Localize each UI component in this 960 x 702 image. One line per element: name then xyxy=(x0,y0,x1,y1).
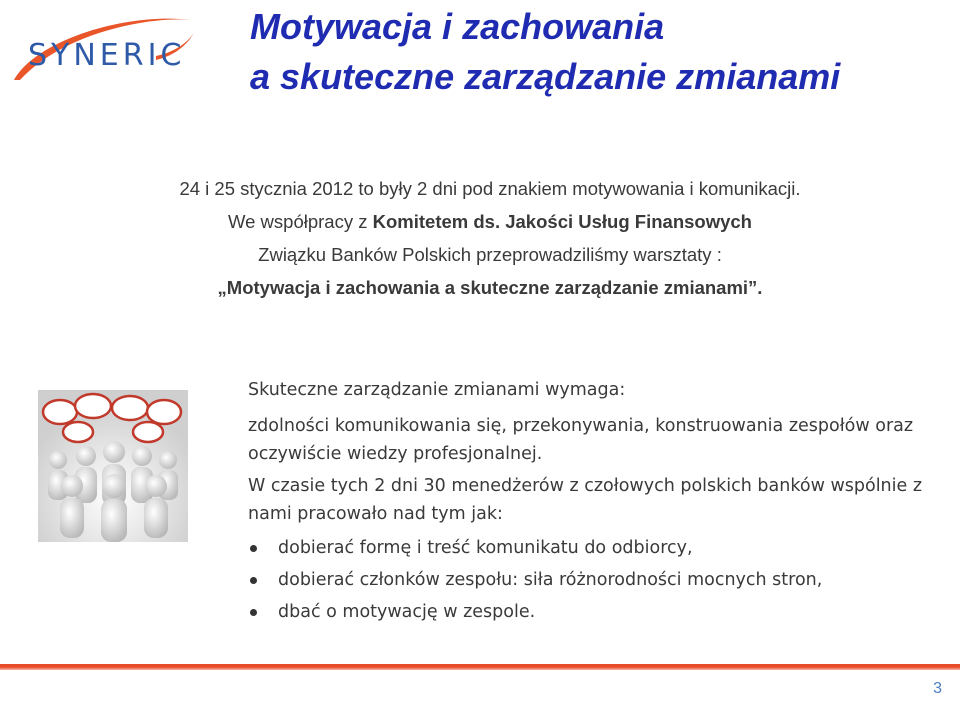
bullet-item xyxy=(248,532,938,564)
body-paragraph-3: W czasie tych 2 dni 30 menedżerów z czołowych polskich banków wspólnie z nami pracowało nad tym jak: xyxy=(248,476,923,524)
bullet-item xyxy=(248,596,938,628)
page-number: 3 xyxy=(933,680,942,697)
body-paragraph-1: Skuteczne zarządzanie zmianami wymaga: xyxy=(248,380,626,400)
bullet-dot-icon xyxy=(250,577,257,584)
bullet-text: dobierać formę i treść komunikatu do odbiorcy, xyxy=(278,538,693,558)
intro-line-2-bold: Komitetem ds. Jakości Usług Finansowych xyxy=(372,211,752,232)
title-line-2: a skuteczne zarządzanie zmianami xyxy=(250,56,841,97)
intro-line-2 xyxy=(60,205,920,238)
bullet-item xyxy=(248,564,938,596)
page-title xyxy=(250,2,950,102)
intro-line-4: „Motywacja i zachowania a skuteczne zarządzanie zmianami”. xyxy=(217,277,763,298)
logo-text: SYNERIC xyxy=(28,38,186,73)
intro-line-1: 24 i 25 stycznia 2012 to były 2 dni pod znakiem motywowania i komunikacji. xyxy=(179,178,801,199)
intro-line-2-prefix: We współpracy z xyxy=(228,211,373,232)
people-speech-bubbles-image xyxy=(38,390,188,542)
intro-line-3: Związku Banków Polskich przeprowadziliśmy warsztaty : xyxy=(258,244,722,265)
bullet-dot-icon xyxy=(250,545,257,552)
syneric-logo xyxy=(6,10,202,90)
body-paragraph-2: zdolności komunikowania się, przekonywania, konstruowania zespołów oraz oczywiście wiedzy profesjonalnej. xyxy=(248,416,914,464)
bullet-list xyxy=(248,532,938,628)
bullet-dot-icon xyxy=(250,609,257,616)
title-line-1: Motywacja i zachowania xyxy=(250,6,665,47)
footer-accent-bar xyxy=(0,664,960,670)
bullet-text: dbać o motywację w zespole. xyxy=(278,602,536,622)
bullet-text: dobierać członków zespołu: siła różnorodności mocnych stron, xyxy=(278,570,823,590)
intro-text xyxy=(60,172,920,304)
body-text xyxy=(248,376,938,628)
